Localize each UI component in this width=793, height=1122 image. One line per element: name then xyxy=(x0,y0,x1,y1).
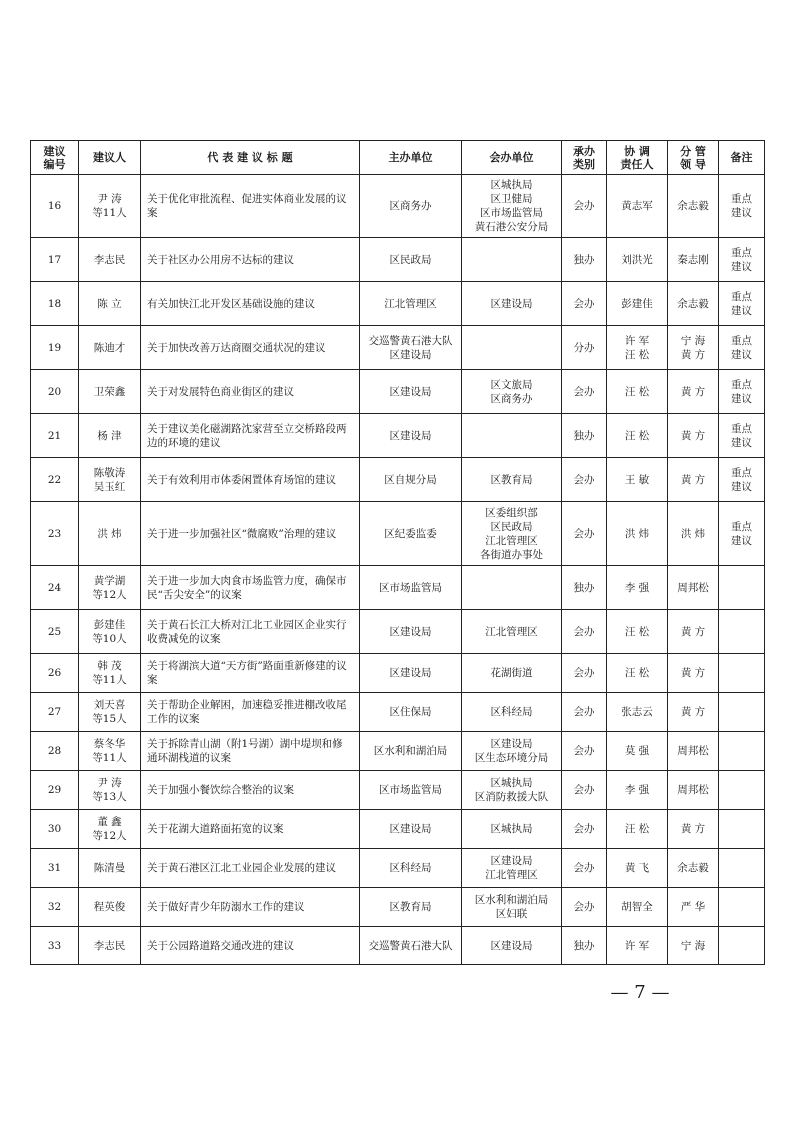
cell-note xyxy=(719,888,765,927)
cell-host-unit: 江北管理区 xyxy=(360,282,462,326)
cell-title: 关于建议美化磁湖路沈家营至立交桥路段两边的环境的建议 xyxy=(141,414,360,458)
cell-number: 21 xyxy=(31,414,79,458)
cell-number: 23 xyxy=(31,502,79,566)
cell-host-unit: 交巡警黄石港大队 xyxy=(360,927,462,965)
cell-co-unit: 区建设局 江北管理区 xyxy=(462,849,562,888)
cell-coordinator: 李 强 xyxy=(607,566,668,610)
cell-number: 33 xyxy=(31,927,79,965)
cell-number: 17 xyxy=(31,238,79,282)
cell-co-unit: 花湖街道 xyxy=(462,654,562,693)
cell-proposer: 陈迪才 xyxy=(79,326,141,370)
header-number: 建议 编号 xyxy=(31,141,79,175)
cell-coordinator: 张志云 xyxy=(607,693,668,732)
cell-title: 关于帮助企业解困，加速稳妥推进棚改收尾工作的议案 xyxy=(141,693,360,732)
cell-leader: 黄 方 xyxy=(668,810,719,849)
cell-co-unit: 区建设局 区生态环境分局 xyxy=(462,732,562,771)
cell-leader: 周邦松 xyxy=(668,566,719,610)
cell-note xyxy=(719,566,765,610)
cell-title: 关于加强小餐饮综合整治的议案 xyxy=(141,771,360,810)
cell-host-unit: 区自规分局 xyxy=(360,458,462,502)
cell-type: 会办 xyxy=(562,502,607,566)
table-row xyxy=(31,771,765,810)
cell-type: 会办 xyxy=(562,888,607,927)
cell-type: 独办 xyxy=(562,238,607,282)
cell-leader: 宁 海 黄 方 xyxy=(668,326,719,370)
cell-leader: 黄 方 xyxy=(668,654,719,693)
cell-co-unit xyxy=(462,566,562,610)
cell-note: 重点 建议 xyxy=(719,175,765,238)
cell-number: 32 xyxy=(31,888,79,927)
cell-proposer: 陈清曼 xyxy=(79,849,141,888)
cell-co-unit: 区文旅局 区商务办 xyxy=(462,370,562,414)
cell-proposer: 李志民 xyxy=(79,927,141,965)
table-row xyxy=(31,326,765,370)
cell-note: 重点 建议 xyxy=(719,414,765,458)
cell-note: 重点 建议 xyxy=(719,326,765,370)
cell-type: 会办 xyxy=(562,175,607,238)
cell-host-unit: 区建设局 xyxy=(360,654,462,693)
cell-coordinator: 彭建佳 xyxy=(607,282,668,326)
cell-coordinator: 刘洪光 xyxy=(607,238,668,282)
cell-title: 关于做好青少年防溺水工作的建议 xyxy=(141,888,360,927)
cell-title: 有关加快江北开发区基础设施的建议 xyxy=(141,282,360,326)
cell-host-unit: 区商务办 xyxy=(360,175,462,238)
cell-host-unit: 区建设局 xyxy=(360,810,462,849)
cell-co-unit: 区城执局 区卫健局 区市场监管局 黄石港公安分局 xyxy=(462,175,562,238)
table-row xyxy=(31,458,765,502)
header-coordinator: 协 调 责任人 xyxy=(607,141,668,175)
cell-leader: 洪 炜 xyxy=(668,502,719,566)
cell-title: 关于社区办公用房不达标的建议 xyxy=(141,238,360,282)
table-row xyxy=(31,654,765,693)
cell-number: 31 xyxy=(31,849,79,888)
cell-proposer: 尹 涛 等11人 xyxy=(79,175,141,238)
cell-type: 会办 xyxy=(562,282,607,326)
cell-note xyxy=(719,927,765,965)
cell-title: 关于黄石港区江北工业园企业发展的建议 xyxy=(141,849,360,888)
cell-title: 关于花湖大道路面拓宽的议案 xyxy=(141,810,360,849)
cell-leader: 秦志刚 xyxy=(668,238,719,282)
cell-host-unit: 区市场监管局 xyxy=(360,771,462,810)
header-note: 备注 xyxy=(719,141,765,175)
cell-note xyxy=(719,732,765,771)
cell-leader: 宁 海 xyxy=(668,927,719,965)
cell-host-unit: 区建设局 xyxy=(360,610,462,654)
cell-title: 关于优化审批流程、促进实体商业发展的议案 xyxy=(141,175,360,238)
cell-note xyxy=(719,693,765,732)
table-row xyxy=(31,502,765,566)
cell-note xyxy=(719,849,765,888)
cell-co-unit: 区教育局 xyxy=(462,458,562,502)
cell-co-unit: 江北管理区 xyxy=(462,610,562,654)
cell-coordinator: 许 军 xyxy=(607,927,668,965)
cell-proposer: 蔡冬华 等11人 xyxy=(79,732,141,771)
cell-host-unit: 区住保局 xyxy=(360,693,462,732)
cell-host-unit: 区科经局 xyxy=(360,849,462,888)
cell-number: 16 xyxy=(31,175,79,238)
table-row xyxy=(31,849,765,888)
cell-type: 分办 xyxy=(562,326,607,370)
cell-note: 重点 建议 xyxy=(719,502,765,566)
cell-title: 关于将湖滨大道“天方街”路面重新修建的议案 xyxy=(141,654,360,693)
cell-proposer: 黄学湖 等12人 xyxy=(79,566,141,610)
cell-type: 会办 xyxy=(562,771,607,810)
header-type: 承办 类别 xyxy=(562,141,607,175)
cell-coordinator: 许 军 汪 松 xyxy=(607,326,668,370)
cell-co-unit: 区城执局 区消防救援大队 xyxy=(462,771,562,810)
cell-type: 会办 xyxy=(562,654,607,693)
cell-number: 22 xyxy=(31,458,79,502)
cell-co-unit: 区水利和湖泊局 区妇联 xyxy=(462,888,562,927)
header-co-unit: 会办单位 xyxy=(462,141,562,175)
cell-note xyxy=(719,654,765,693)
cell-coordinator: 汪 松 xyxy=(607,610,668,654)
cell-host-unit: 区纪委监委 xyxy=(360,502,462,566)
cell-title: 关于有效利用市体委闲置体育场馆的建议 xyxy=(141,458,360,502)
cell-number: 27 xyxy=(31,693,79,732)
cell-type: 会办 xyxy=(562,849,607,888)
cell-host-unit: 区建设局 xyxy=(360,414,462,458)
cell-proposer: 彭建佳 等10人 xyxy=(79,610,141,654)
proposal-table xyxy=(30,140,765,965)
cell-leader: 黄 方 xyxy=(668,458,719,502)
cell-co-unit: 区建设局 xyxy=(462,927,562,965)
cell-leader: 周邦松 xyxy=(668,771,719,810)
table-row xyxy=(31,238,765,282)
cell-co-unit: 区委组织部 区民政局 江北管理区 各街道办事处 xyxy=(462,502,562,566)
cell-number: 24 xyxy=(31,566,79,610)
cell-type: 会办 xyxy=(562,810,607,849)
header-title: 代 表 建 议 标 题 xyxy=(141,141,360,175)
cell-type: 独办 xyxy=(562,566,607,610)
cell-note xyxy=(719,810,765,849)
cell-number: 20 xyxy=(31,370,79,414)
cell-leader: 黄 方 xyxy=(668,693,719,732)
cell-title: 关于拆除青山湖（附1号湖）湖中堤坝和修通环湖栈道的议案 xyxy=(141,732,360,771)
cell-note: 重点 建议 xyxy=(719,238,765,282)
cell-coordinator: 黄 飞 xyxy=(607,849,668,888)
cell-leader: 黄 方 xyxy=(668,370,719,414)
cell-coordinator: 汪 松 xyxy=(607,370,668,414)
cell-coordinator: 黄志军 xyxy=(607,175,668,238)
cell-coordinator: 王 敏 xyxy=(607,458,668,502)
cell-host-unit: 区水利和湖泊局 xyxy=(360,732,462,771)
cell-leader: 余志毅 xyxy=(668,849,719,888)
header-proposer: 建议人 xyxy=(79,141,141,175)
cell-co-unit xyxy=(462,238,562,282)
cell-number: 26 xyxy=(31,654,79,693)
cell-type: 会办 xyxy=(562,732,607,771)
cell-number: 19 xyxy=(31,326,79,370)
cell-coordinator: 汪 松 xyxy=(607,810,668,849)
cell-proposer: 陈敬涛 吴玉红 xyxy=(79,458,141,502)
cell-leader: 黄 方 xyxy=(668,610,719,654)
table-row xyxy=(31,370,765,414)
cell-leader: 周邦松 xyxy=(668,732,719,771)
table-row xyxy=(31,888,765,927)
cell-note xyxy=(719,610,765,654)
cell-type: 会办 xyxy=(562,370,607,414)
cell-leader: 余志毅 xyxy=(668,282,719,326)
cell-proposer: 尹 涛 等13人 xyxy=(79,771,141,810)
table-row xyxy=(31,566,765,610)
cell-host-unit: 区市场监管局 xyxy=(360,566,462,610)
cell-leader: 严 华 xyxy=(668,888,719,927)
cell-coordinator: 洪 炜 xyxy=(607,502,668,566)
cell-coordinator: 李 强 xyxy=(607,771,668,810)
table-row xyxy=(31,610,765,654)
cell-note xyxy=(719,771,765,810)
cell-co-unit xyxy=(462,414,562,458)
cell-proposer: 李志民 xyxy=(79,238,141,282)
cell-proposer: 杨 津 xyxy=(79,414,141,458)
cell-type: 会办 xyxy=(562,458,607,502)
cell-title: 关于对发展特色商业街区的建议 xyxy=(141,370,360,414)
cell-host-unit: 区教育局 xyxy=(360,888,462,927)
cell-note: 重点 建议 xyxy=(719,370,765,414)
cell-proposer: 卫荣鑫 xyxy=(79,370,141,414)
table-header-row xyxy=(31,141,765,175)
table-row xyxy=(31,732,765,771)
cell-coordinator: 胡智全 xyxy=(607,888,668,927)
cell-title: 关于加快改善万达商圈交通状况的建议 xyxy=(141,326,360,370)
header-leader: 分 管 领 导 xyxy=(668,141,719,175)
cell-host-unit: 区建设局 xyxy=(360,370,462,414)
table-row xyxy=(31,175,765,238)
cell-proposer: 程英俊 xyxy=(79,888,141,927)
cell-type: 独办 xyxy=(562,414,607,458)
cell-type: 会办 xyxy=(562,610,607,654)
table-row xyxy=(31,693,765,732)
table-row xyxy=(31,282,765,326)
table-row xyxy=(31,810,765,849)
cell-host-unit: 区民政局 xyxy=(360,238,462,282)
table-row xyxy=(31,414,765,458)
header-host-unit: 主办单位 xyxy=(360,141,462,175)
cell-host-unit: 交巡警黄石港大队 区建设局 xyxy=(360,326,462,370)
cell-number: 18 xyxy=(31,282,79,326)
cell-coordinator: 汪 松 xyxy=(607,654,668,693)
cell-proposer: 韩 茂 等11人 xyxy=(79,654,141,693)
cell-proposer: 洪 炜 xyxy=(79,502,141,566)
cell-number: 28 xyxy=(31,732,79,771)
table-row xyxy=(31,927,765,965)
cell-co-unit: 区科经局 xyxy=(462,693,562,732)
cell-title: 关于进一步加大肉食市场监管力度，确保市民“舌尖安全”的议案 xyxy=(141,566,360,610)
cell-number: 30 xyxy=(31,810,79,849)
cell-co-unit: 区建设局 xyxy=(462,282,562,326)
cell-coordinator: 莫 强 xyxy=(607,732,668,771)
cell-co-unit xyxy=(462,326,562,370)
cell-proposer: 刘天喜 等15人 xyxy=(79,693,141,732)
cell-number: 29 xyxy=(31,771,79,810)
cell-leader: 黄 方 xyxy=(668,414,719,458)
cell-leader: 余志毅 xyxy=(668,175,719,238)
cell-number: 25 xyxy=(31,610,79,654)
cell-title: 关于黄石长江大桥对江北工业园区企业实行收费减免的议案 xyxy=(141,610,360,654)
cell-note: 重点 建议 xyxy=(719,282,765,326)
cell-note: 重点 建议 xyxy=(719,458,765,502)
page-number: — 7 — xyxy=(610,982,670,1003)
cell-type: 会办 xyxy=(562,693,607,732)
cell-proposer: 陈 立 xyxy=(79,282,141,326)
cell-co-unit: 区城执局 xyxy=(462,810,562,849)
cell-type: 独办 xyxy=(562,927,607,965)
cell-title: 关于公园路道路交通改进的建议 xyxy=(141,927,360,965)
cell-coordinator: 汪 松 xyxy=(607,414,668,458)
cell-title: 关于进一步加强社区“微腐败”治理的建议 xyxy=(141,502,360,566)
cell-proposer: 董 鑫 等12人 xyxy=(79,810,141,849)
